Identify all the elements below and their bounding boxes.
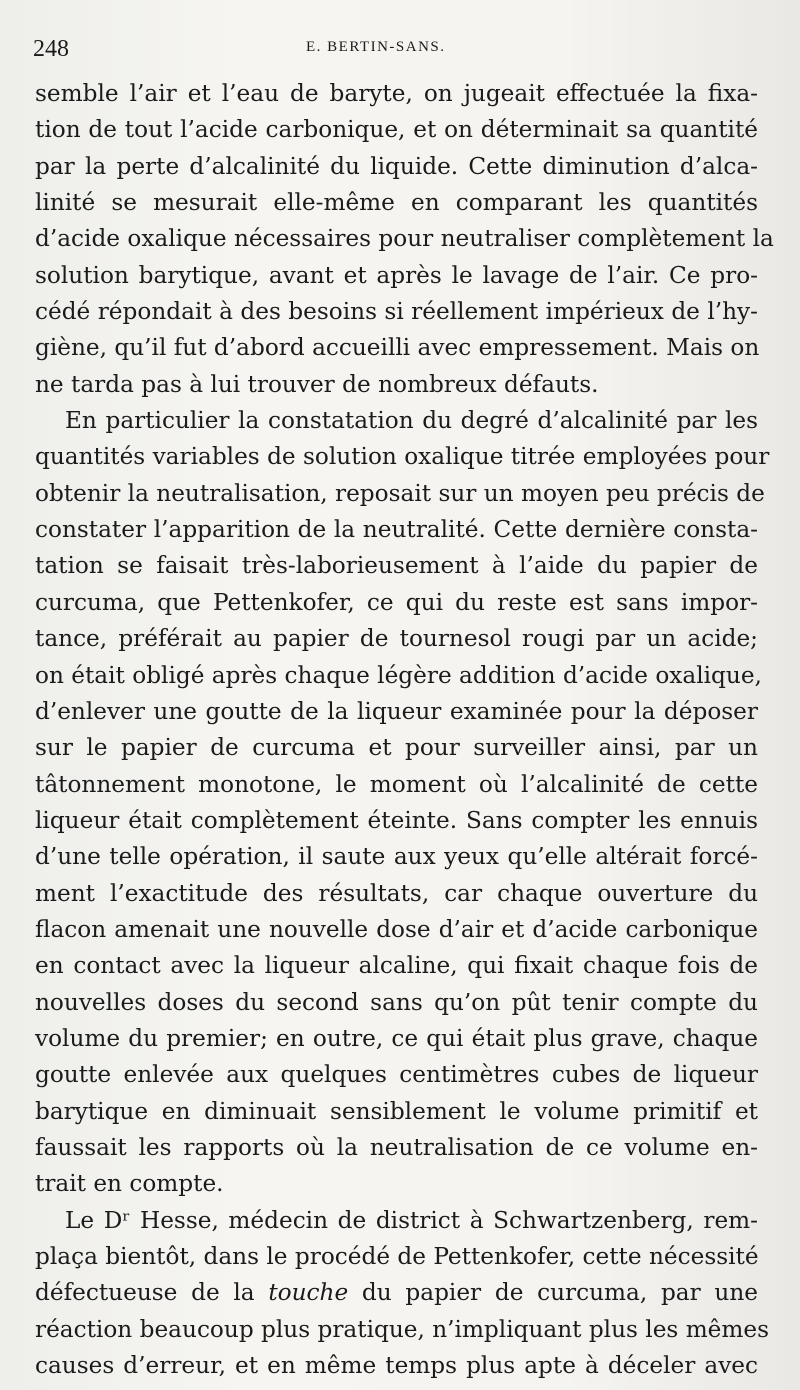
- text-line: trait en compte.: [35, 1170, 224, 1198]
- text-line: liqueur était complètement éteinte. Sans compter les ennuis: [35, 806, 758, 834]
- page-number: 248: [33, 36, 69, 62]
- text-line: barytique en diminuait sensiblement le volume primitif et: [35, 1097, 758, 1125]
- text-line: ne tarda pas à lui trouver de nombreux défauts.: [35, 370, 599, 398]
- text-line: linité se mesurait elle-même en comparant les quantités: [35, 189, 758, 217]
- italic-word: touche: [268, 1279, 349, 1307]
- page-header: [33, 36, 740, 64]
- text-line: ment l’exactitude des résultats, car chaque ouverture du: [35, 879, 758, 907]
- text-line: solution barytique, avant et après le lavage de l’air. Ce pro-: [35, 261, 758, 289]
- text-line: par la perte d’alcalinité du liquide. Cette diminution d’alca-: [35, 152, 758, 180]
- text-line: en contact avec la liqueur alcaline, qui fixait chaque fois de: [35, 952, 758, 980]
- text-line: plaça bientôt, dans le procédé de Pettenkofer, cette nécessité: [35, 1243, 759, 1270]
- text-line: flacon amenait une nouvelle dose d’air et d’acide carbonique: [35, 915, 758, 943]
- text-line: tion de tout l’acide carbonique, et on déterminait sa quantité: [35, 116, 758, 144]
- text-line: volume du premier; en outre, ce qui était plus grave, chaque: [35, 1024, 758, 1052]
- text-line: obtenir la neutralisation, reposait sur un moyen peu précis de: [35, 479, 765, 507]
- text-line: faussait les rapports où la neutralisation de ce volume en-: [35, 1133, 758, 1161]
- text-line: quantités variables de solution oxalique titrée employées pour: [35, 443, 770, 471]
- text-line: goutte enlevée aux quelques centimètres cubes de liqueur: [35, 1061, 758, 1089]
- text-line: tâtonnement monotone, le moment où l’alcalinité de cette: [35, 770, 758, 798]
- text-line: d’enlever une goutte de la liqueur examinée pour la déposer: [35, 697, 758, 725]
- text-line: tance, préférait au papier de tournesol rougi par un acide;: [35, 625, 758, 653]
- text-line: sur le papier de curcuma et pour surveiller ainsi, par un: [35, 734, 758, 762]
- text-line: curcuma, que Pettenkofer, ce qui du reste est sans impor-: [35, 588, 758, 616]
- running-head: E. BERTIN-SANS.: [306, 39, 446, 55]
- page-body: [35, 76, 774, 1384]
- paragraph-3: [35, 1203, 770, 1385]
- text-line: d’acide oxalique nécessaires pour neutraliser complètement la: [35, 225, 774, 253]
- text-line: tation se faisait très-laborieusement à l’aide du papier de: [35, 552, 758, 580]
- paragraph-1: [35, 76, 774, 403]
- text-line: d’une telle opération, il saute aux yeux qu’elle altérait forcé-: [35, 843, 758, 871]
- text-line: cédé répondait à des besoins si réellement impérieux de l’hy-: [35, 298, 758, 326]
- text-line: giène, qu’il fut d’abord accueilli avec empressement. Mais on: [35, 334, 760, 362]
- text-line: causes d’erreur, et en même temps plus apte à déceler avec: [35, 1352, 758, 1380]
- text-line: semble l’air et l’eau de baryte, on jugeait effectuée la fixa-: [35, 80, 758, 107]
- text-line: réaction beaucoup plus pratique, n’impliquant plus les mêmes: [35, 1315, 770, 1343]
- text-line: on était obligé après chaque légère addition d’acide oxalique,: [35, 661, 762, 689]
- text-line: constater l’apparition de la neutralité. Cette dernière consta-: [35, 516, 758, 544]
- text-line: Le Dʳ Hesse, médecin de district à Schwartzenberg, rem-: [65, 1206, 758, 1234]
- text-line: nouvelles doses du second sans qu’on pût tenir compte du: [35, 988, 758, 1016]
- text-line-with-italic: défectueuse de la touche du papier de curcuma, par une: [35, 1279, 759, 1307]
- text-line: En particulier la constatation du degré d’alcalinité par les: [65, 407, 758, 435]
- paragraph-2: [35, 403, 770, 1203]
